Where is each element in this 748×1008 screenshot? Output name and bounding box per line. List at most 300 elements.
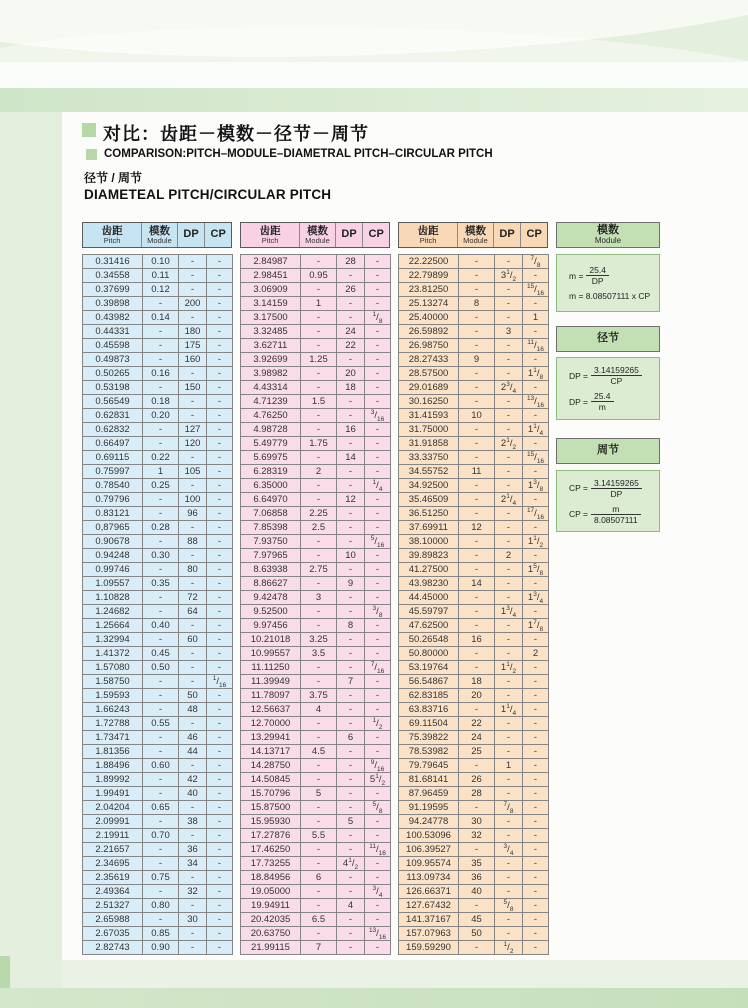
- table-cell: 41.27500: [399, 563, 459, 577]
- table-cell: 2.49364: [83, 885, 143, 899]
- table-row: [83, 283, 233, 297]
- table-cell: -: [523, 633, 549, 647]
- table-cell: 40: [459, 885, 495, 899]
- table-cell: 53.19764: [399, 661, 459, 675]
- table-cell: 0.31416: [83, 255, 143, 269]
- table-cell: 31.41593: [399, 409, 459, 423]
- table-cell: -: [301, 759, 337, 773]
- table-cell: -: [143, 913, 179, 927]
- table-cell: 2.04204: [83, 801, 143, 815]
- table-cell: $1^7/_8$: [523, 619, 549, 633]
- table-cell: 11.39949: [241, 675, 301, 689]
- table-cell: -: [207, 339, 233, 353]
- table-cell: -: [459, 283, 495, 297]
- table-cell: -: [495, 465, 523, 479]
- table-cell: -: [523, 325, 549, 339]
- table-row: [83, 857, 233, 871]
- table-row: [241, 297, 391, 311]
- table-cell: 6.64970: [241, 493, 301, 507]
- table-cell: 80: [179, 563, 207, 577]
- table-cell: -: [207, 297, 233, 311]
- table-cell: $^{11}/_{16}$: [523, 339, 549, 353]
- module-label-cn: 模数: [148, 224, 170, 237]
- table-row: [399, 381, 549, 395]
- table-cell: -: [337, 717, 365, 731]
- table-cell: -: [207, 717, 233, 731]
- table-row: [399, 773, 549, 787]
- formula-dp-2: [569, 391, 659, 412]
- table-cell: 14.50845: [241, 773, 301, 787]
- table-cell: 3.32485: [241, 325, 301, 339]
- table-cell: 100: [179, 493, 207, 507]
- table-row: [83, 255, 233, 269]
- table-cell: 64: [179, 605, 207, 619]
- table-cell: 16: [459, 633, 495, 647]
- table-cell: 2.19911: [83, 829, 143, 843]
- table-row: [83, 619, 233, 633]
- table-cell: 0.69115: [83, 451, 143, 465]
- table-row: [83, 899, 233, 913]
- table-row: [399, 535, 549, 549]
- table-cell: -: [207, 633, 233, 647]
- table-cell: 157.07963: [399, 927, 459, 941]
- table-cell: -: [365, 367, 391, 381]
- table-cell: -: [207, 689, 233, 703]
- table-cell: 2.51327: [83, 899, 143, 913]
- table-cell: -: [495, 913, 523, 927]
- table-cell: -: [179, 829, 207, 843]
- table-cell: 33.33750: [399, 451, 459, 465]
- table-cell: -: [495, 353, 523, 367]
- table-cell: 69.11504: [399, 717, 459, 731]
- table-cell: -: [207, 619, 233, 633]
- table-row: [399, 479, 549, 493]
- table-cell: -: [495, 745, 523, 759]
- table-cell: -: [495, 857, 523, 871]
- table-cell: 38.10000: [399, 535, 459, 549]
- table-cell: 22: [459, 717, 495, 731]
- table-cell: -: [495, 815, 523, 829]
- table-cell: $1^5/_8$: [523, 563, 549, 577]
- table-cell: -: [523, 493, 549, 507]
- table-cell: -: [365, 423, 391, 437]
- table-cell: $5^1/_2$: [365, 773, 391, 787]
- table-row: [399, 703, 549, 717]
- table-cell: 0.11: [143, 269, 179, 283]
- table-cell: -: [365, 353, 391, 367]
- table-cell: -: [459, 535, 495, 549]
- table-cell: -: [179, 283, 207, 297]
- table-cell: -: [365, 283, 391, 297]
- table-cell: -: [207, 815, 233, 829]
- table-cell: -: [495, 311, 523, 325]
- table-cell: -: [301, 577, 337, 591]
- table-cell: $^1/_2$: [495, 941, 523, 955]
- table-cell: -: [301, 843, 337, 857]
- table-cell: -: [459, 451, 495, 465]
- table-cell: 3.06909: [241, 283, 301, 297]
- table-cell: 30.16250: [399, 395, 459, 409]
- table-cell: -: [365, 507, 391, 521]
- table-cell: 175: [179, 339, 207, 353]
- table-cell: 3: [301, 591, 337, 605]
- table-cell: -: [179, 451, 207, 465]
- table-cell: -: [365, 633, 391, 647]
- table-cell: -: [523, 297, 549, 311]
- table-row: [241, 675, 391, 689]
- table-cell: 2.5: [301, 521, 337, 535]
- table-cell: 50.26548: [399, 633, 459, 647]
- table-cell: 46: [179, 731, 207, 745]
- table-cell: -: [143, 843, 179, 857]
- table-cell: 35: [459, 857, 495, 871]
- table-row: [83, 759, 233, 773]
- table-cell: -: [495, 829, 523, 843]
- table-cell: 15.95930: [241, 815, 301, 829]
- table-cell: -: [179, 395, 207, 409]
- table-row: [83, 871, 233, 885]
- table-cell: 31.75000: [399, 423, 459, 437]
- table-cell: -: [207, 451, 233, 465]
- table-cell: -: [337, 871, 365, 885]
- table-row: [399, 871, 549, 885]
- table-row: [241, 661, 391, 675]
- table-cell: $^1/_8$: [365, 311, 391, 325]
- table-cell: -: [337, 563, 365, 577]
- table-row: [399, 255, 549, 269]
- table-cell: 11: [459, 465, 495, 479]
- table-cell: 1.59593: [83, 689, 143, 703]
- table-cell: -: [365, 493, 391, 507]
- table-cell: 2.65988: [83, 913, 143, 927]
- table-cell: -: [207, 591, 233, 605]
- table-cell: -: [207, 913, 233, 927]
- table-cell: -: [495, 885, 523, 899]
- table-row: [241, 563, 391, 577]
- table-row: [399, 409, 549, 423]
- sidebar-cp-header: [556, 438, 660, 464]
- table-row: [83, 885, 233, 899]
- table-row: [83, 647, 233, 661]
- table-cell: $^{17}/_{16}$: [523, 507, 549, 521]
- table-cell: -: [459, 549, 495, 563]
- table-cell: -: [207, 535, 233, 549]
- table-cell: -: [495, 633, 523, 647]
- table-cell: 1.09557: [83, 577, 143, 591]
- table-cell: -: [207, 325, 233, 339]
- table-cell: 0.94248: [83, 549, 143, 563]
- table-cell: $^5/_8$: [365, 801, 391, 815]
- table-cell: -: [337, 885, 365, 899]
- table-cell: -: [495, 409, 523, 423]
- table-cell: 26: [459, 773, 495, 787]
- table-cell: 20: [337, 367, 365, 381]
- table-cell: 7.93750: [241, 535, 301, 549]
- table-cell: -: [301, 381, 337, 395]
- table-row: [399, 297, 549, 311]
- table-cell: -: [365, 647, 391, 661]
- table-cell: 0.43982: [83, 311, 143, 325]
- formula-lhs: DP =: [569, 370, 588, 381]
- table-row: [399, 283, 549, 297]
- table-row: [241, 843, 391, 857]
- table-cell: -: [495, 339, 523, 353]
- table-row: [241, 913, 391, 927]
- table-cell: 106.39527: [399, 843, 459, 857]
- table-cell: -: [365, 563, 391, 577]
- sidebar-module-formulas: [556, 254, 660, 312]
- table-row: [241, 255, 391, 269]
- table-cell: -: [523, 577, 549, 591]
- table-cell: -: [337, 605, 365, 619]
- table-cell: 0.75997: [83, 465, 143, 479]
- table-cell: $^{15}/_{16}$: [523, 283, 549, 297]
- table-cell: -: [143, 815, 179, 829]
- table-cell: -: [337, 829, 365, 843]
- table-cell: -: [143, 703, 179, 717]
- table-cell: -: [143, 885, 179, 899]
- table-cell: 0.80: [143, 899, 179, 913]
- table-cell: -: [459, 759, 495, 773]
- table-cell: 21.99115: [241, 941, 301, 955]
- table-row: [241, 801, 391, 815]
- table-row: [399, 857, 549, 871]
- table-cell: 6.28319: [241, 465, 301, 479]
- formula-lhs: DP =: [569, 396, 588, 407]
- table-row: [241, 339, 391, 353]
- table-row: [83, 703, 233, 717]
- table-row: [399, 913, 549, 927]
- table-cell: 0.62832: [83, 423, 143, 437]
- table-cell: -: [301, 619, 337, 633]
- table-cell: 18: [459, 675, 495, 689]
- table-cell: -: [207, 829, 233, 843]
- table-row: [399, 941, 549, 955]
- table-cell: -: [337, 465, 365, 479]
- table-cell: 0.35: [143, 577, 179, 591]
- table-row: [241, 591, 391, 605]
- table-cell: 1.57080: [83, 661, 143, 675]
- table-cell: 6: [337, 731, 365, 745]
- table-cell: -: [301, 493, 337, 507]
- table-cell: -: [337, 479, 365, 493]
- table-cell: -: [459, 941, 495, 955]
- table-cell: 1.10828: [83, 591, 143, 605]
- table-cell: -: [365, 731, 391, 745]
- table-row: [83, 689, 233, 703]
- formula-lhs: m =: [569, 270, 584, 281]
- table-row: [241, 535, 391, 549]
- table-cell: 60: [179, 633, 207, 647]
- table-row: [83, 451, 233, 465]
- table-cell: 50: [459, 927, 495, 941]
- table-cell: -: [495, 773, 523, 787]
- table-cell: -: [523, 675, 549, 689]
- table-cell: -: [143, 675, 179, 689]
- table-cell: -: [495, 423, 523, 437]
- table-cell: -: [523, 465, 549, 479]
- table-cell: 5: [301, 787, 337, 801]
- table-row: [241, 703, 391, 717]
- table-row: [83, 269, 233, 283]
- table-row: [399, 269, 549, 283]
- table-cell: 0.49873: [83, 353, 143, 367]
- column-header-cp: CP: [526, 228, 542, 241]
- table-row: [241, 745, 391, 759]
- table-row: [83, 801, 233, 815]
- table-cell: 0.90678: [83, 535, 143, 549]
- bottom-strip: [0, 988, 748, 1008]
- table-row: [399, 745, 549, 759]
- table-cell: -: [301, 605, 337, 619]
- table-cell: -: [459, 605, 495, 619]
- table-row: [241, 927, 391, 941]
- module-label-en: Module: [463, 235, 488, 245]
- table-cell: 47.62500: [399, 619, 459, 633]
- table-cell: 8.63938: [241, 563, 301, 577]
- table-cell: -: [179, 675, 207, 689]
- table-cell: -: [523, 549, 549, 563]
- table-cell: 0.95: [301, 269, 337, 283]
- table-cell: -: [459, 311, 495, 325]
- table-cell: 0.20: [143, 409, 179, 423]
- column-header-cp: CP: [210, 228, 226, 241]
- table-cell: -: [301, 255, 337, 269]
- table-row: [241, 521, 391, 535]
- table-cell: -: [207, 759, 233, 773]
- table-row: [241, 269, 391, 283]
- table-row: [83, 717, 233, 731]
- column-header-module: [300, 223, 336, 247]
- table-cell: 2.82743: [83, 941, 143, 955]
- table-cell: 50.80000: [399, 647, 459, 661]
- table-cell: 10.21018: [241, 633, 301, 647]
- table-cell: -: [365, 591, 391, 605]
- table-row: [399, 353, 549, 367]
- top-decorative-band: [0, 0, 748, 62]
- table-cell: -: [143, 689, 179, 703]
- table-cell: 7.97965: [241, 549, 301, 563]
- table-cell: -: [143, 787, 179, 801]
- table-cell: 2.84987: [241, 255, 301, 269]
- table-cell: 2.09991: [83, 815, 143, 829]
- table-cell: -: [143, 507, 179, 521]
- table-row: [399, 311, 549, 325]
- table-row: [399, 619, 549, 633]
- table-cell: 4: [301, 703, 337, 717]
- table-cell: -: [179, 717, 207, 731]
- table-cell: -: [143, 605, 179, 619]
- table-cell: -: [179, 801, 207, 815]
- table-cell: 96: [179, 507, 207, 521]
- table-cell: 50: [179, 689, 207, 703]
- table-cell: 1: [495, 759, 523, 773]
- table-cell: -: [495, 521, 523, 535]
- table-cell: 45.59797: [399, 605, 459, 619]
- table-cell: 32: [459, 829, 495, 843]
- table-row: [241, 465, 391, 479]
- table-row: [83, 507, 233, 521]
- table-cell: 0.22: [143, 451, 179, 465]
- table-cell: 1.25664: [83, 619, 143, 633]
- table-cell: -: [523, 703, 549, 717]
- table-cell: 2: [523, 647, 549, 661]
- table-cell: 0.16: [143, 367, 179, 381]
- table-cell: -: [495, 731, 523, 745]
- table-cell: 3.5: [301, 647, 337, 661]
- sidebar-dp-header: [556, 326, 660, 352]
- table-cell: 9.97456: [241, 619, 301, 633]
- table-cell: 3: [495, 325, 523, 339]
- table-cell: -: [365, 549, 391, 563]
- table-cell: -: [495, 717, 523, 731]
- table-cell: -: [179, 367, 207, 381]
- formula-cp-2: [569, 504, 659, 525]
- table-cell: -: [301, 675, 337, 689]
- table-cell: 0.37699: [83, 283, 143, 297]
- table-cell: 72: [179, 591, 207, 605]
- table-cell: -: [207, 423, 233, 437]
- table-cell: -: [459, 899, 495, 913]
- table-cell: -: [143, 339, 179, 353]
- table-cell: 1.72788: [83, 717, 143, 731]
- table-cell: 1.24682: [83, 605, 143, 619]
- table-cell: -: [523, 927, 549, 941]
- table-row: [241, 395, 391, 409]
- table-row: [83, 521, 233, 535]
- table-cell: -: [207, 283, 233, 297]
- table-cell: 0.99746: [83, 563, 143, 577]
- section-subtitle-cn: 径节 / 周节: [84, 171, 143, 185]
- formula-lhs: CP =: [569, 509, 588, 519]
- table-cell: 18: [337, 381, 365, 395]
- table-cell: -: [337, 843, 365, 857]
- table-cell: -: [301, 423, 337, 437]
- table-cell: -: [179, 269, 207, 283]
- table-cell: -: [207, 493, 233, 507]
- table-cell: 28.57500: [399, 367, 459, 381]
- table-cell: 3.92699: [241, 353, 301, 367]
- table-cell: -: [523, 941, 549, 955]
- fraction: [591, 365, 642, 386]
- table-cell: 34.55752: [399, 465, 459, 479]
- table-row: [83, 913, 233, 927]
- table-cell: -: [365, 381, 391, 395]
- table-cell: 10.99557: [241, 647, 301, 661]
- table-cell: -: [365, 941, 391, 955]
- table-cell: 30: [179, 913, 207, 927]
- table-cell: 17.46250: [241, 843, 301, 857]
- table-row: [83, 633, 233, 647]
- table-cell: 150: [179, 381, 207, 395]
- table-row: [399, 563, 549, 577]
- table-cell: -: [459, 843, 495, 857]
- table-row: [83, 395, 233, 409]
- module-label-cn: 模数: [464, 224, 486, 237]
- table-cell: -: [207, 801, 233, 815]
- table-cell: -: [365, 395, 391, 409]
- table-cell: -: [459, 661, 495, 675]
- table-cell: -: [365, 255, 391, 269]
- table-cell: -: [459, 591, 495, 605]
- table-cell: -: [179, 647, 207, 661]
- table-cell: 32: [179, 885, 207, 899]
- table-cell: -: [301, 885, 337, 899]
- table-cell: 2.75: [301, 563, 337, 577]
- table-cell: -: [459, 255, 495, 269]
- table-cell: 3.62711: [241, 339, 301, 353]
- table-cell: 88: [179, 535, 207, 549]
